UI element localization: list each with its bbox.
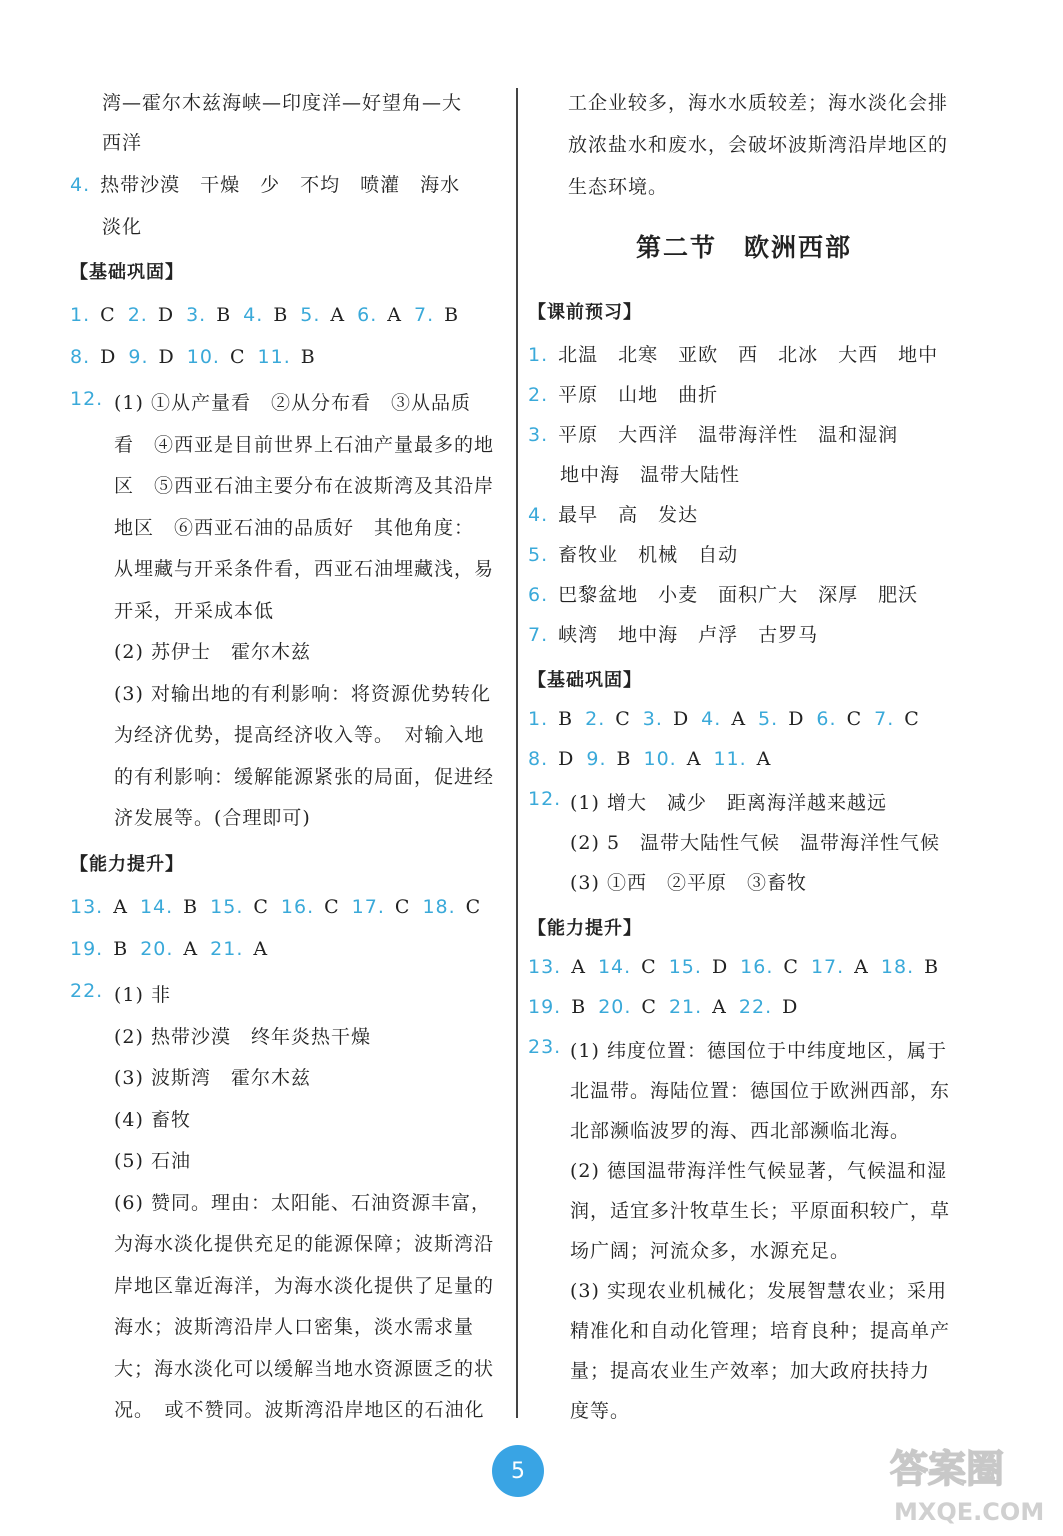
text-line: (1) 增大 减少 距离海洋越来越远: [570, 792, 887, 814]
preview-item: [528, 500, 698, 527]
question-number: 12.: [70, 388, 104, 410]
section-header-preview: 【课前预习】: [528, 302, 642, 323]
question-number: 20.: [140, 938, 174, 960]
text-line: (2) 德国温带海洋性气候显著，气候温和湿: [570, 1160, 947, 1182]
answer-choice: C: [641, 956, 657, 978]
watermark-url: MXQE.COM: [894, 1498, 1045, 1526]
question-number: 5.: [300, 304, 321, 326]
answer-choice: C: [465, 896, 482, 918]
question-number: 2.: [585, 708, 606, 730]
question-number: 22.: [70, 980, 104, 1002]
question-number: 11.: [257, 346, 291, 368]
question-number: 21.: [668, 996, 703, 1018]
text-line: (3) 对输出地的有利影响：将资源优势转化: [114, 682, 491, 705]
question-number: 22.: [738, 996, 773, 1018]
question-number: 3.: [642, 708, 663, 730]
answer-choice: A: [756, 748, 772, 770]
text-line: 区 ⑤西亚石油主要分布在波斯湾及其沿岸: [114, 475, 495, 497]
answer-choice: C: [846, 708, 863, 730]
question-number: 17.: [810, 956, 845, 978]
preview-item: [560, 460, 740, 487]
question-number: 3.: [186, 304, 207, 326]
answer-choice: C: [100, 304, 116, 326]
question-number: 3.: [528, 424, 549, 446]
question-number: 1.: [528, 344, 549, 366]
answer-choice: B: [924, 956, 940, 978]
answer-row: [70, 304, 471, 326]
question-12-number: [528, 788, 571, 810]
answer-choice: B: [300, 346, 316, 368]
text-line: 大；海水淡化可以缓解当地水资源匮乏的状: [114, 1357, 495, 1380]
answer-choice: C: [229, 346, 246, 368]
text-line: 的有利影响：缓解能源紧张的局面，促进经: [114, 765, 495, 788]
text-line: 北部濒临波罗的海、西北部濒临北海。: [570, 1120, 911, 1142]
answer-text: 峡湾 地中海 卢浮 古罗马: [558, 624, 819, 646]
answer-text: 巴黎盆地 小麦 面积广大 深厚 肥沃: [558, 584, 919, 606]
section-title: 第二节 欧洲西部: [636, 233, 853, 262]
section-header-ability: 【能力提升】: [528, 918, 642, 939]
question-number: 23.: [528, 1036, 562, 1058]
answer-choice: B: [571, 996, 587, 1018]
question-number: 12.: [528, 788, 562, 810]
answer-row: [528, 956, 951, 978]
question-number: 19.: [70, 938, 104, 960]
answer-choice: A: [113, 896, 128, 918]
question-number: 9.: [128, 346, 149, 368]
preview-item: [528, 620, 818, 647]
text-line: 济发展等。(合理即可): [114, 807, 311, 829]
question-number: 18.: [422, 896, 456, 918]
question-4: [70, 170, 460, 197]
text-line: 西洋: [102, 132, 143, 154]
text-line: (2) 5 温带大陆性气候 温带海洋性气候: [570, 832, 941, 854]
answer-row: [70, 346, 328, 368]
question-number: 6.: [816, 708, 837, 730]
question-number: 21.: [210, 938, 244, 960]
answer-choice: C: [253, 896, 269, 918]
text-line: 量；提高农业生产效率；加大政府扶持力: [570, 1360, 931, 1382]
answer-row: [70, 938, 280, 960]
text-line: (4) 畜牧: [114, 1108, 191, 1131]
text-line: 海水；波斯湾沿岸人口密集，淡水需求量: [114, 1316, 475, 1338]
answer-text: 最早 高 发达: [558, 504, 699, 526]
question-number: 4.: [701, 708, 722, 730]
question-number: 19.: [528, 996, 562, 1018]
answer-choice: A: [253, 938, 269, 960]
answer-choice: B: [183, 896, 199, 918]
question-number: 7.: [528, 624, 549, 646]
answer-text: 畜牧业 机械 自动: [558, 544, 739, 566]
answer-choice: A: [387, 304, 403, 326]
column-divider: [516, 88, 518, 1418]
question-number: 16.: [280, 896, 315, 918]
answer-choice: A: [854, 956, 869, 978]
question-22-number: [70, 980, 113, 1002]
question-number: 4.: [243, 304, 264, 326]
question-number: 18.: [880, 956, 915, 978]
question-number: 17.: [351, 896, 385, 918]
answer-choice: C: [324, 896, 340, 918]
answer-choice: A: [183, 938, 199, 960]
text-line: 况。 或不赞同。波斯湾沿岸地区的石油化: [114, 1399, 485, 1421]
answer-choice: A: [571, 956, 586, 978]
question-number: 14.: [139, 896, 174, 918]
text-line: (5) 石油: [114, 1150, 191, 1172]
answer-choice: B: [216, 304, 232, 326]
text-line: (6) 赞同。理由：太阳能、石油资源丰富，: [114, 1191, 491, 1214]
text-line: (1) ①从产量看 ②从分布看 ③从品质: [114, 392, 471, 414]
question-number: 6.: [528, 584, 549, 606]
question-number: 13.: [70, 896, 104, 918]
question-number: 2.: [528, 384, 549, 406]
text-line: 从埋藏与开采条件看，西亚石油埋藏浅，易: [114, 558, 495, 580]
text-line: 北温带。海陆位置：德国位于欧洲西部，东: [570, 1080, 951, 1102]
answer-choice: D: [157, 304, 175, 326]
text-line: 场广阔；河流众多，水源充足。: [570, 1240, 851, 1262]
section-header-basic: 【基础巩固】: [70, 262, 184, 283]
question-12-number: [70, 388, 113, 410]
answer-text: 北温 北寒 亚欧 西 北冰 大西 地中: [558, 344, 939, 366]
question-number: 9.: [586, 748, 607, 770]
text-line: 放浓盐水和废水，会破坏波斯湾沿岸地区的: [568, 134, 949, 156]
answer-row: [70, 896, 493, 918]
question-number: 15.: [210, 896, 244, 918]
text-line: 润，适宜多汁牧草生长；平原面积较广，草: [570, 1200, 951, 1222]
preview-item: [528, 380, 718, 407]
preview-item: [528, 580, 918, 607]
text-line: 精准化和自动化管理；培育良种；提高单产: [570, 1320, 951, 1342]
answer-choice: A: [330, 304, 346, 326]
preview-item: [528, 420, 898, 447]
question-number: 8.: [70, 346, 91, 368]
question-number: 10.: [186, 346, 220, 368]
question-number: 20.: [598, 996, 632, 1018]
answer-choice: A: [712, 996, 727, 1018]
text-line: 为海水淡化提供充足的能源保障；波斯湾沿: [114, 1233, 495, 1255]
question-number: 8.: [528, 748, 549, 770]
question-number: 7.: [874, 708, 895, 730]
question-23-number: [528, 1036, 571, 1058]
answer-row: [528, 996, 810, 1018]
text-line: (3) ①西 ②平原 ③畜牧: [570, 872, 807, 894]
text-line: 淡化: [102, 216, 143, 238]
answer-choice: D: [558, 748, 575, 770]
question-number: 2.: [127, 304, 148, 326]
section-header-ability: 【能力提升】: [70, 854, 184, 875]
section-header-basic: 【基础巩固】: [528, 670, 642, 691]
answer-choice: D: [711, 956, 729, 978]
question-number: 6.: [357, 304, 378, 326]
text-line: 生态环境。: [568, 176, 669, 198]
text-line: (2) 热带沙漠 终年炎热干燥: [114, 1025, 371, 1048]
watermark-text: 答案圈: [890, 1447, 1005, 1491]
text-line: 岸地区靠近海洋，为海水淡化提供了足量的: [114, 1274, 495, 1297]
answer-choice: D: [158, 346, 175, 368]
text-line: 地区 ⑥西亚石油的品质好 其他角度：: [114, 516, 475, 539]
question-number: 1.: [528, 708, 549, 730]
question-number: 7.: [414, 304, 435, 326]
answer-choice: B: [444, 304, 460, 326]
answer-choice: C: [394, 896, 411, 918]
answer-choice: C: [904, 708, 920, 730]
question-number: 14.: [597, 956, 632, 978]
answer-choice: B: [616, 748, 632, 770]
answer-choice: C: [641, 996, 657, 1018]
question-number: 16.: [740, 956, 774, 978]
text-line: (1) 纬度位置：德国位于中纬度地区，属于: [570, 1040, 947, 1062]
answer-row: [528, 708, 932, 730]
text-line: 度等。: [570, 1400, 631, 1422]
answer-choice: B: [113, 938, 129, 960]
text-line: 为经济优势，提高经济收入等。 对输入地: [114, 724, 485, 746]
answer-row: [528, 748, 783, 770]
answer-choice: B: [558, 708, 574, 730]
question-number: 5.: [528, 544, 549, 566]
question-number: 1.: [70, 304, 91, 326]
answer-text: 平原 山地 曲折: [558, 384, 719, 406]
page-number-badge: 5: [492, 1445, 544, 1497]
answer-choice: D: [672, 708, 690, 730]
answer-text: 热带沙漠 干燥 少 不均 喷灌 海水: [100, 174, 461, 196]
watermark-logo: [880, 1440, 1050, 1530]
answer-text: 平原 大西洋 温带海洋性 温和湿润: [558, 424, 899, 446]
answer-text: 地中海 温带大陆性: [560, 464, 741, 486]
text-line: (3) 波斯湾 霍尔木兹: [114, 1067, 311, 1089]
answer-choice: D: [100, 346, 117, 368]
text-line: 工企业较多，海水水质较差；海水淡化会排: [568, 92, 949, 114]
answer-choice: A: [731, 708, 747, 730]
preview-item: [528, 340, 938, 367]
answer-choice: A: [686, 748, 702, 770]
question-number: 13.: [528, 956, 562, 978]
text-line: 开采，开采成本低: [114, 599, 275, 622]
answer-choice: C: [615, 708, 631, 730]
question-number: 5.: [758, 708, 779, 730]
answer-choice: D: [788, 708, 805, 730]
text-line: 看 ④西亚是目前世界上石油产量最多的地: [114, 433, 495, 456]
answer-choice: D: [782, 996, 799, 1018]
question-number: 11.: [713, 748, 747, 770]
question-number: 10.: [643, 748, 677, 770]
question-number: 4.: [528, 504, 549, 526]
answer-choice: B: [273, 304, 289, 326]
question-number: 15.: [668, 956, 702, 978]
text-line: (2) 苏伊士 霍尔木兹: [114, 641, 311, 663]
text-line: (1) 非: [114, 984, 171, 1006]
text-line: 湾—霍尔木兹海峡—印度洋—好望角—大: [102, 92, 463, 114]
question-number: 4.: [70, 174, 91, 196]
preview-item: [528, 540, 738, 567]
answer-choice: C: [783, 956, 799, 978]
text-line: (3) 实现农业机械化；发展智慧农业；采用: [570, 1280, 947, 1302]
